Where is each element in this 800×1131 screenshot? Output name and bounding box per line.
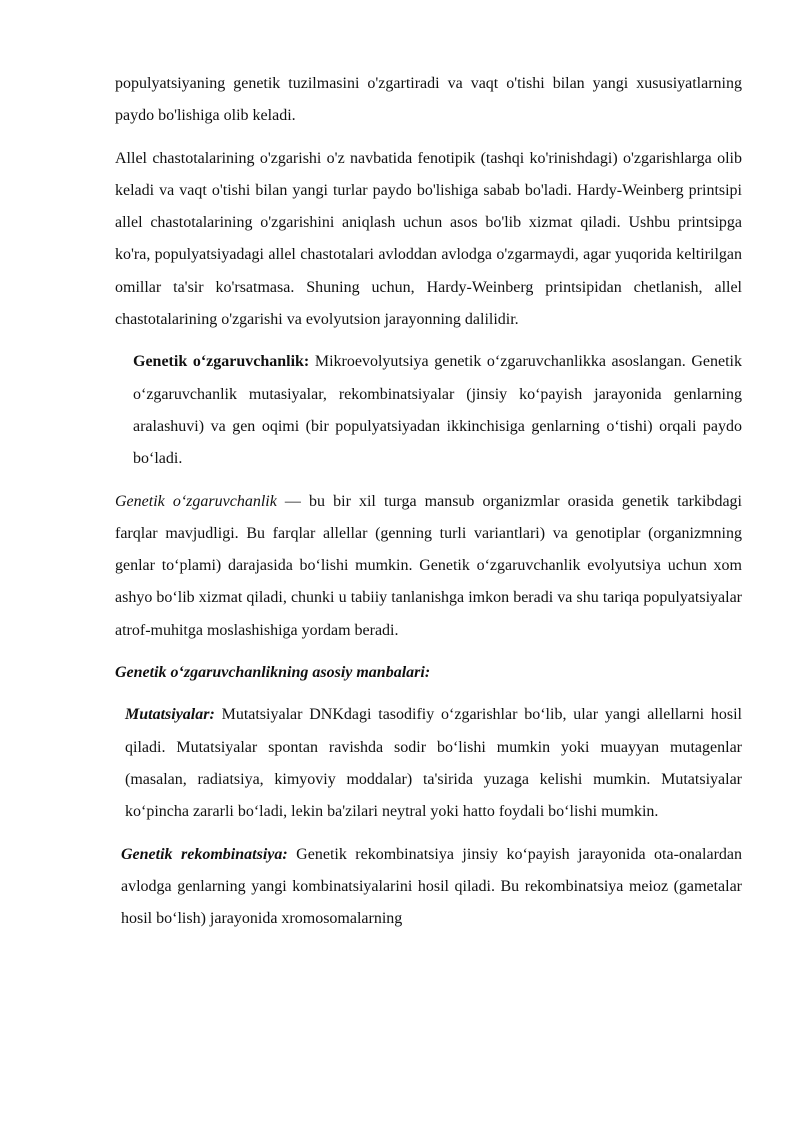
- paragraph-text: — bu bir xil turga mansub organizmlar orasida genetik tarkibdagi farqlar mavjudligi. Bu farqlar allellar (genning turli variantlari) va genotiplar (organizmning genlar to‘plami) darajasida bo‘lishi mumkin. Genetik o‘zgaruvchanlik evolyutsiya uchun xom ashyo bo‘lib xizmat qiladi, chunki u tabiiy tanlanishga imkon beradi va shu tariqa populyatsiyalar atrof-muhitga moslashishiga yordam beradi.: [115, 492, 742, 639]
- paragraph-allele-frequency: [115, 143, 742, 337]
- paragraph-intro-continuation: [115, 68, 742, 133]
- paragraph-recombination: [115, 839, 742, 936]
- paragraph-heading: Mutatsiyalar:: [125, 706, 215, 724]
- section-heading-sources: [115, 657, 742, 689]
- paragraph-genetic-variation: [115, 346, 742, 475]
- paragraph-text: Mikroevolyutsiya genetik o‘zgaruvchanlikka asoslangan. Genetik o‘zgaruvchanlik mutasiyalar, rekombinatsiyalar (jinsiy ko‘payish jarayonida genlarning aralashuvi) va gen oqimi (bir populyatsiyadan ikkinchisiga genlarning o‘tishi) orqali paydo bo‘ladi.: [133, 353, 742, 468]
- paragraph-mutations: [115, 699, 742, 828]
- paragraph-text: Genetik rekombinatsiya jinsiy ko‘payish jarayonida ota-onalardan avlodga genlarning yangi kombinatsiyalarini hosil qiladi. Bu rekombinatsiya meioz (gametalar hosil bo‘lish) jarayonida xromosomalarning: [121, 845, 742, 928]
- section-heading: Genetik o‘zgaruvchanlikning asosiy manbalari:: [115, 664, 431, 682]
- paragraph-heading: Genetik o‘zgaruvchanlik:: [133, 353, 310, 371]
- paragraph-text: Mutatsiyalar DNKdagi tasodifiy o‘zgarishlar bo‘lib, ular yangi allellarni hosil qiladi. Mutatsiyalar spontan ravishda sodir bo‘lishi mumkin yoki muayyan mutagenlar (masalan, radiatsiya, kimyoviy moddalar) ta'sirida yuzaga kelishi mumkin. Mutatsiyalar ko‘pincha zararli bo‘ladi, lekin ba'zilari neytral yoki hatto foydali bo‘lishi mumkin.: [125, 706, 742, 821]
- paragraph-heading: Genetik rekombinatsiya:: [121, 845, 288, 863]
- paragraph-genetic-variation-definition: [115, 486, 742, 647]
- paragraph-term: Genetik o‘zgaruvchanlik: [115, 492, 277, 510]
- paragraph-text: Allel chastotalarining o'zgarishi o'z navbatida fenotipik (tashqi ko'rinishdagi) o'zgarishlarga olib keladi va vaqt o'tishi bilan yangi turlar paydo bo'lishiga sabab bo'ladi. Hardy-Weinberg printsipi allel chastotalarining o'zgarishini aniqlash uchun asos bo'lib xizmat qiladi. Ushbu printsipga ko'ra, populyatsiyadagi allel chastotalari avloddan avlodga o'zgarmaydi, agar yuqorida keltirilgan omillar ta'sir ko'rsatmasa. Shuning uchun, Hardy-Weinberg printsipidan chetlanish, allel chastotalarining o'zgarishi va evolyutsion jarayonning dalilidir.: [115, 149, 742, 329]
- document-page: [115, 68, 742, 945]
- paragraph-text: populyatsiyaning genetik tuzilmasini o'zgartiradi va vaqt o'tishi bilan yangi xususiyatlarning paydo bo'lishiga olib keladi.: [115, 75, 742, 125]
